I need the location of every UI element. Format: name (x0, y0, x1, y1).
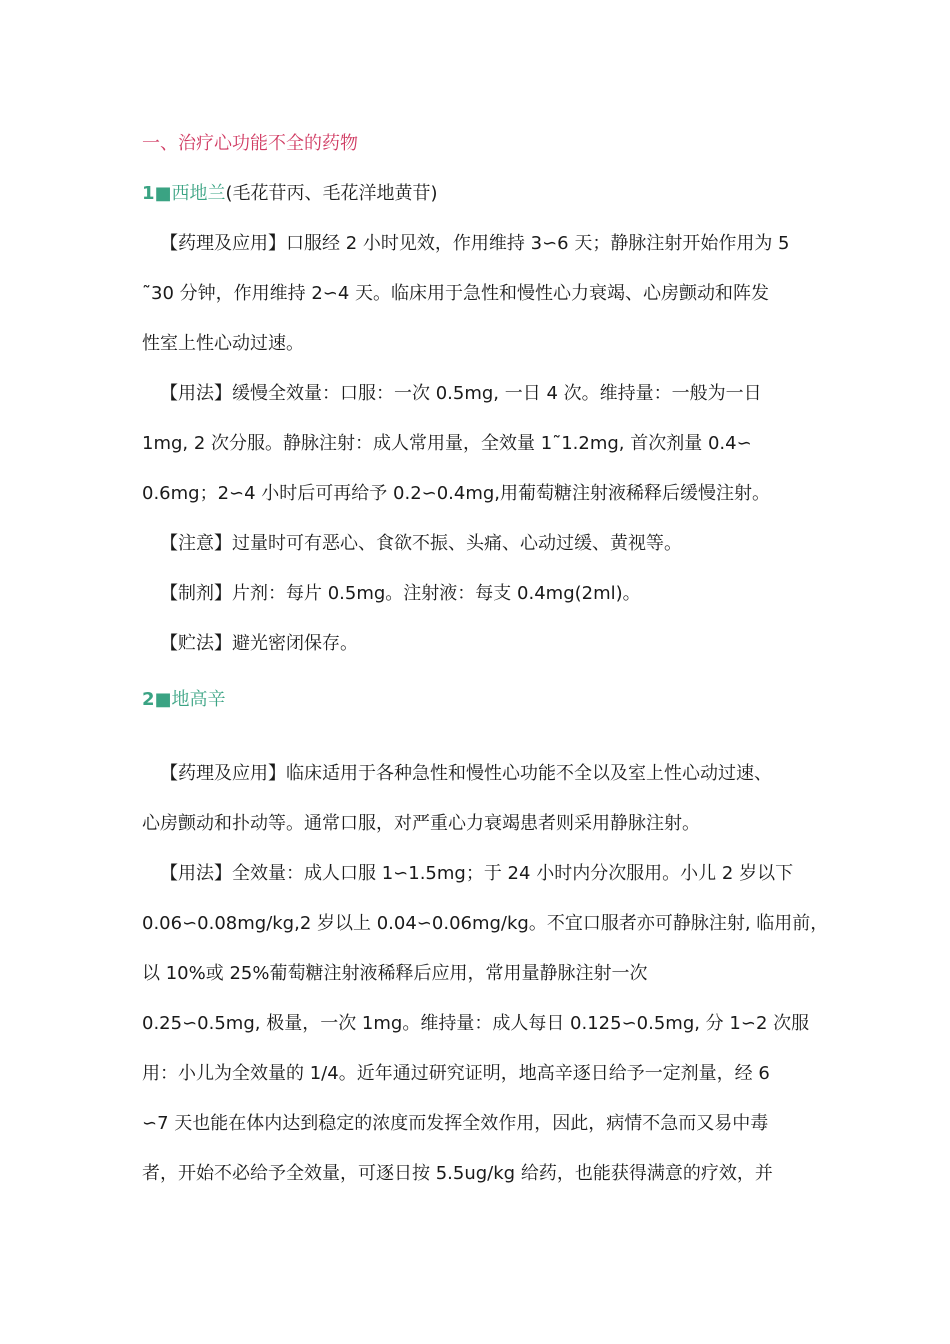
paragraph-line: 【用法】全效量：成人口服 1∽1.5mg；于 24 小时内分次服用。小儿 2 岁以下 (160, 863, 794, 884)
paragraph-line: 【注意】过量时可有恶心、食欲不振、头痛、心动过缓、黄视等。 (160, 533, 682, 554)
paragraph-line: 【药理及应用】口服经 2 小时见效，作用维持 3∽6 天；静脉注射开始作用为 5 (160, 233, 790, 254)
paragraph-line: ∽7 天也能在体内达到稳定的浓度而发挥全效作用，因此，病情不急而又易中毒 (142, 1113, 769, 1134)
section-title: 一、治疗心功能不全的药物 (142, 133, 358, 154)
paragraph-line: 1mg, 2 次分服。静脉注射：成人常用量，全效量 1˜1.2mg, 首次剂量 0.4∽ (142, 433, 752, 454)
paragraph-line: 性室上性心动过速。 (142, 333, 304, 354)
paragraph-line: 【贮法】避光密闭保存。 (160, 633, 358, 654)
paragraph-line: 【制剂】片剂：每片 0.5mg。注射液：每支 0.4mg(2ml)。 (160, 583, 641, 604)
drug-heading-2 (142, 688, 226, 712)
drug-name: 西地兰 (171, 183, 226, 204)
paragraph-line: 以 10%或 25%葡萄糖注射液稀释后应用，常用量静脉注射一次 (142, 963, 648, 984)
paragraph-line: 心房颤动和扑动等。通常口服，对严重心力衰竭患者则采用静脉注射。 (142, 813, 700, 834)
paragraph-line: ˜30 分钟，作用维持 2∽4 天。临床用于急性和慢性心力衰竭、心房颤动和阵发 (142, 283, 770, 304)
drug-alias: (毛花苷丙、毛花洋地黄苷) (225, 183, 438, 204)
paragraph-line: 0.25∽0.5mg, 极量，一次 1mg。维持量：成人每日 0.125∽0.5mg, 分 1∽2 次服 (142, 1013, 810, 1034)
drug-number: 2■ (142, 689, 172, 710)
paragraph-line: 者，开始不必给予全效量，可逐日按 5.5ug/kg 给药，也能获得满意的疗效，并 (142, 1163, 773, 1184)
paragraph-line: 【药理及应用】临床适用于各种急性和慢性心功能不全以及室上性心动过速、 (160, 763, 772, 784)
paragraph-line: 0.6mg；2∽4 小时后可再给予 0.2∽0.4mg,用葡萄糖注射液稀释后缓慢注射。 (142, 483, 771, 504)
paragraph-line: 用：小儿为全效量的 1/4。近年通过研究证明，地高辛逐日给予一定剂量，经 6 (142, 1063, 770, 1084)
paragraph-line: 【用法】缓慢全效量：口服：一次 0.5mg, 一日 4 次。维持量：一般为一日 (160, 383, 762, 404)
drug-name: 地高辛 (171, 689, 226, 710)
paragraph-line: 0.06∽0.08mg/kg,2 岁以上 0.04∽0.06mg/kg。不宜口服者亦可静脉注射, 临用前， (142, 913, 829, 934)
drug-number: 1■ (142, 183, 172, 204)
drug-heading-1 (142, 182, 438, 206)
